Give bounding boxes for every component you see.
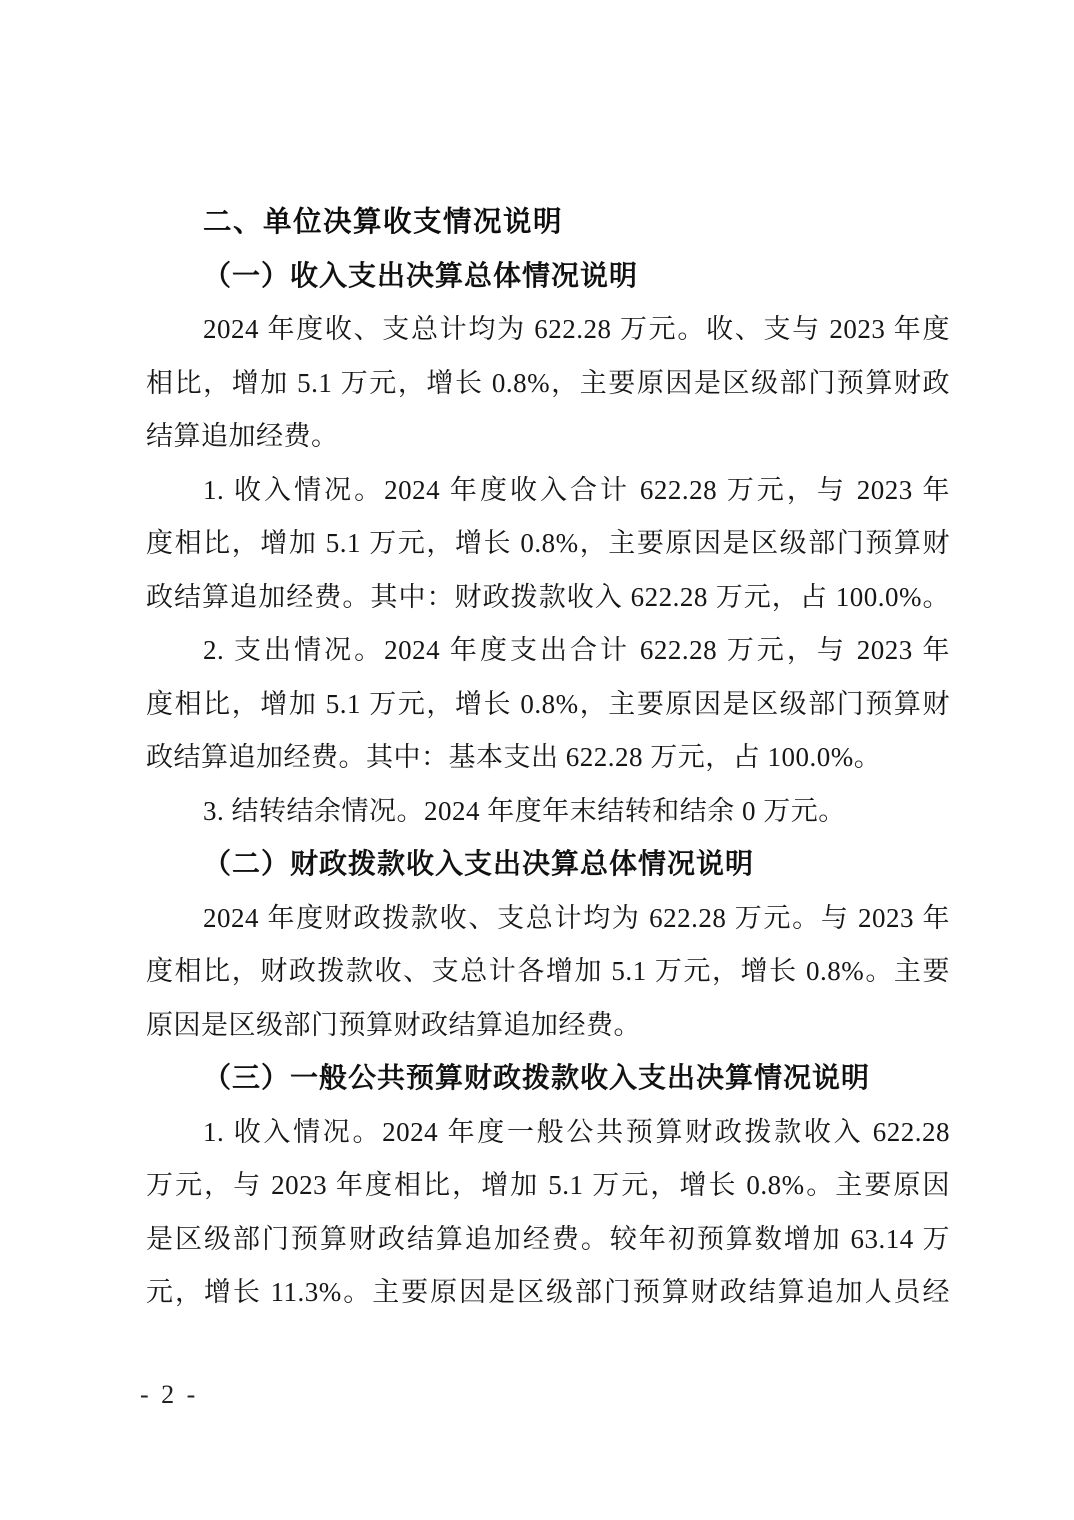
paragraph-line: 度相比，增加 5.1 万元，增长 0.8%，主要原因是区级部门预算财 [146, 528, 950, 558]
section-heading: 二、单位决算收支情况说明 [203, 206, 564, 238]
paragraph-line: 原因是区级部门预算财政结算追加经费。 [146, 1009, 641, 1040]
page-number: - 2 - [140, 1380, 199, 1409]
paragraph-line: 结算追加经费。 [146, 421, 339, 451]
paragraph-line: 政结算追加经费。其中：财政拨款收入 622.28 万元，占 100.0%。 [146, 581, 950, 612]
paragraph-line: 度相比，增加 5.1 万元，增长 0.8%，主要原因是区级部门预算财 [146, 688, 950, 719]
paragraph-line: 元，增长 11.3%。主要原因是区级部门预算财政结算追加人员经 [146, 1277, 950, 1307]
subsection-heading: （三）一般公共预算财政拨款收入支出决算情况说明 [203, 1063, 871, 1094]
paragraph-line: 1. 收入情况。2024 年度一般公共预算财政拨款收入 622.28 [203, 1116, 950, 1147]
paragraph-line: 1. 收入情况。2024 年度收入合计 622.28 万元，与 2023 年 [203, 474, 950, 505]
paragraph-line: 相比，增加 5.1 万元，增长 0.8%，主要原因是区级部门预算财政 [146, 367, 950, 398]
paragraph-line: 2024 年度财政拨款收、支总计均为 622.28 万元。与 2023 年 [203, 902, 950, 933]
document-content [146, 196, 950, 1320]
paragraph-line: 政结算追加经费。其中：基本支出 622.28 万元，占 100.0%。 [146, 742, 882, 772]
paragraph-line: 2024 年度收、支总计均为 622.28 万元。收、支与 2023 年度 [203, 314, 950, 344]
subsection-heading: （二）财政拨款收入支出决算总体情况说明 [203, 849, 755, 880]
paragraph-line: 度相比，财政拨款收、支总计各增加 5.1 万元，增长 0.8%。主要 [146, 956, 950, 986]
paragraph-line: 万元，与 2023 年度相比，增加 5.1 万元，增长 0.8%。主要原因 [146, 1170, 950, 1200]
paragraph-line: 是区级部门预算财政结算追加经费。较年初预算数增加 63.14 万 [146, 1223, 950, 1254]
paragraph-line: 3. 结转结余情况。2024 年度年末结转和结余 0 万元。 [203, 795, 846, 826]
paragraph-line: 2. 支出情况。2024 年度支出合计 622.28 万元，与 2023 年 [203, 635, 950, 665]
subsection-heading: （一）收入支出决算总体情况说明 [203, 260, 639, 292]
